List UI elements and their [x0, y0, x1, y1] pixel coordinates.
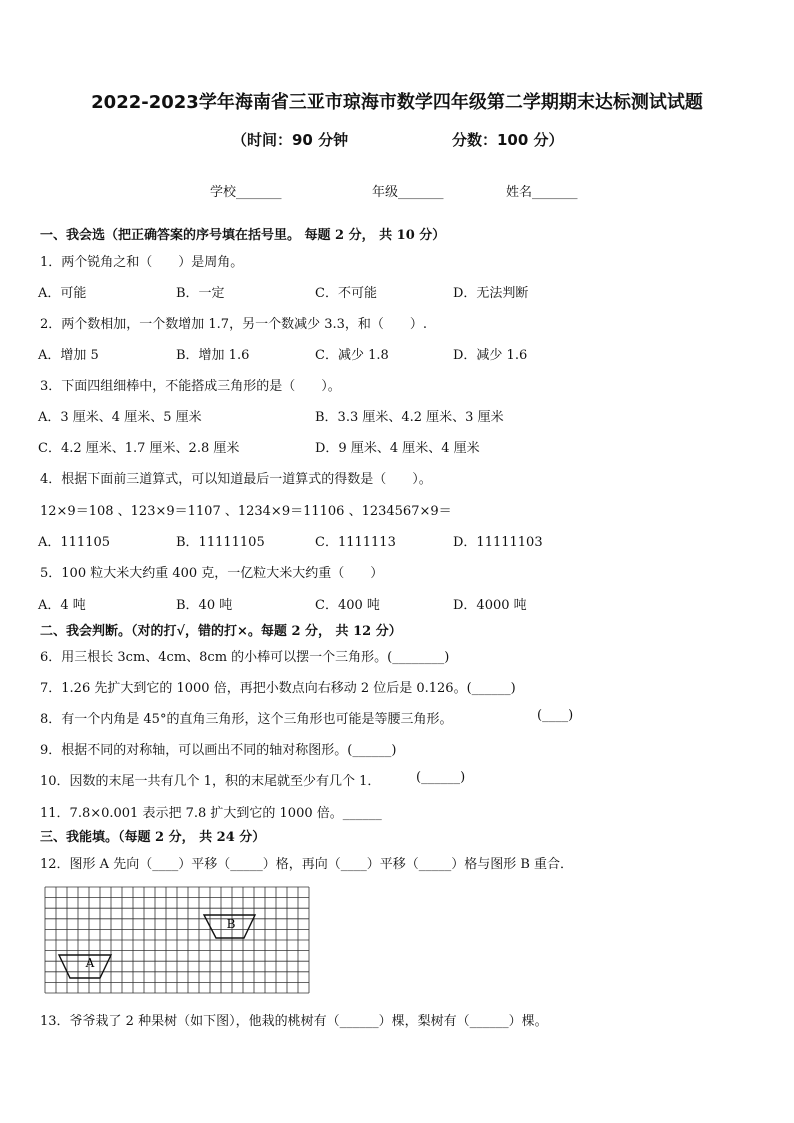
q3-option-a[interactable]: A．3 厘米、4 厘米、5 厘米	[38, 410, 202, 425]
q4-option-b[interactable]: B．11111105	[176, 535, 265, 550]
section-3-heading: 三、我能填。（每题 2 分， 共 24 分）	[40, 830, 266, 845]
q5-option-b[interactable]: B．40 吨	[176, 598, 233, 613]
question-3: 3．下面四组细棒中，不能搭成三角形的是（ ）。	[40, 379, 341, 394]
q3-option-d[interactable]: D．9 厘米、4 厘米、4 厘米	[315, 441, 480, 456]
exam-time: （时间：90 分钟	[232, 131, 349, 149]
q3-option-c[interactable]: C．4.2 厘米、1.7 厘米、2.8 厘米	[38, 441, 240, 456]
q1-option-c[interactable]: C．不可能	[315, 286, 377, 301]
q5-option-a[interactable]: A．4 吨	[38, 598, 86, 613]
q2-option-d[interactable]: D．减少 1.6	[453, 348, 528, 363]
question-1: 1．两个锐角之和（ ）是周角。	[40, 255, 244, 270]
q2-option-b[interactable]: B．增加 1.6	[176, 348, 250, 363]
question-11[interactable]: 11．7.8×0.001 表示把 7.8 扩大到它的 1000 倍。______	[40, 806, 382, 821]
q1-option-b[interactable]: B．一定	[176, 286, 225, 301]
name-field[interactable]: 姓名_______	[506, 185, 578, 200]
q1-option-a[interactable]: A．可能	[38, 286, 87, 301]
question-8: 8．有一个内角是 45°的直角三角形，这个三角形也可能是等腰三角形。	[40, 712, 453, 727]
shape-b-label: B	[226, 917, 236, 931]
q10-answer-blank[interactable]: (______)	[416, 770, 466, 785]
question-13[interactable]: 13．爷爷栽了 2 种果树（如下图），他栽的桃树有（______）棵，梨树有（______）棵。	[40, 1014, 548, 1029]
grid-lines	[45, 887, 309, 993]
shape-a-label: A	[85, 956, 95, 970]
q4-formula: 12×9＝108 、123×9＝1107 、1234×9＝11106 、1234567×9＝	[40, 504, 452, 519]
question-9[interactable]: 9．根据不同的对称轴，可以画出不同的轴对称图形。(______)	[40, 743, 397, 758]
question-4: 4．根据下面前三道算式，可以知道最后一道算式的得数是（ ）。	[40, 472, 432, 487]
question-10: 10．因数的末尾一共有几个 1，积的末尾就至少有几个 1．	[40, 774, 381, 789]
school-field[interactable]: 学校_______	[210, 185, 282, 200]
section-2-heading: 二、我会判断。（对的打√，错的打×。每题 2 分， 共 12 分）	[40, 624, 402, 639]
question-7[interactable]: 7．1.26 先扩大到它的 1000 倍，再把小数点向右移动 2 位后是 0.126。(______)	[40, 681, 516, 696]
q4-option-c[interactable]: C．1111113	[315, 535, 396, 550]
q2-option-c[interactable]: C．减少 1.8	[315, 348, 389, 363]
q8-answer-blank[interactable]: (____)	[537, 708, 574, 723]
q5-option-c[interactable]: C．400 吨	[315, 598, 380, 613]
question-5: 5．100 粒大米大约重 400 克，一亿粒大米大约重（ ）	[40, 566, 384, 581]
q2-option-a[interactable]: A．增加 5	[38, 348, 99, 363]
q5-option-d[interactable]: D．4000 吨	[453, 598, 527, 613]
question-12[interactable]: 12．图形 A 先向（____）平移（_____）格，再向（____）平移（_____）格与图形 B 重合．	[40, 857, 574, 872]
q3-option-b[interactable]: B．3.3 厘米、4.2 厘米、3 厘米	[315, 410, 504, 425]
q4-option-a[interactable]: A．111105	[38, 535, 111, 550]
q1-option-d[interactable]: D．无法判断	[453, 286, 529, 301]
question-6[interactable]: 6．用三根长 3cm、4cm、8cm 的小棒可以摆一个三角形。(________)	[40, 650, 450, 665]
translation-grid-figure	[44, 886, 310, 994]
grade-field[interactable]: 年级_______	[372, 185, 444, 200]
section-1-heading: 一、我会选（把正确答案的序号填在括号里。 每题 2 分， 共 10 分）	[40, 228, 446, 243]
question-2: 2．两个数相加，一个数增加 1.7，另一个数减少 3.3，和（ ）.	[40, 317, 428, 332]
exam-score: 分数：100 分）	[452, 131, 564, 149]
page-title: 2022-2023学年海南省三亚市琼海市数学四年级第二学期期末达标测试试题	[91, 92, 703, 113]
q4-option-d[interactable]: D．11111103	[453, 535, 543, 550]
